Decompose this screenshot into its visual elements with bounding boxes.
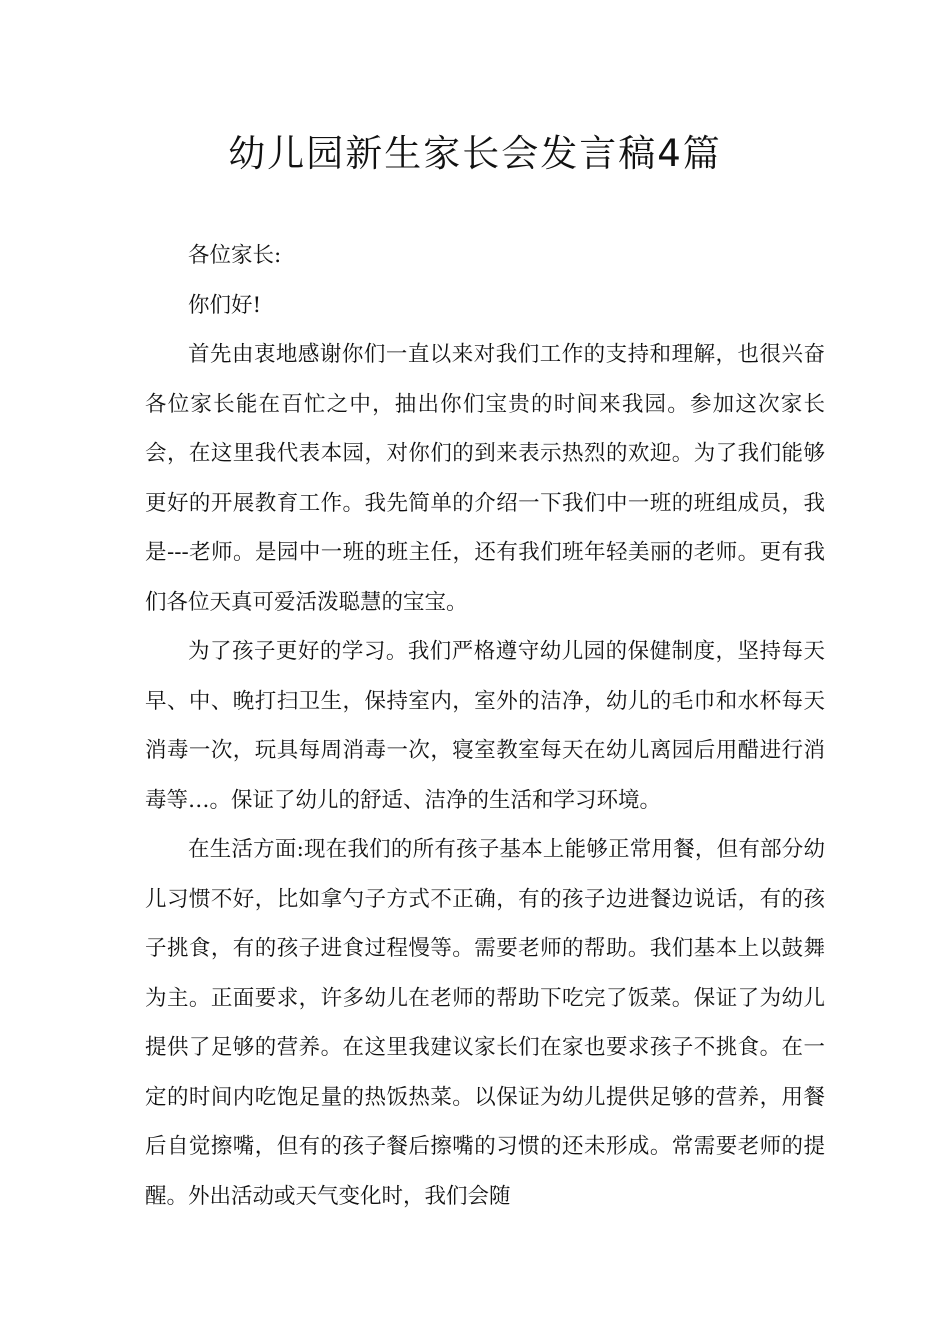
document-body bbox=[145, 231, 825, 1221]
paragraph-introduction: 首先由衷地感谢你们一直以来对我们工作的支持和理解，也很兴奋各位家长能在百忙之中，抽出你们宝贵的时间来我园。参加这次家长会，在这里我代表本园，对你们的到来表示热烈的欢迎。为了我们能够更好的开展教育工作。我先简单的介绍一下我们中一班的班组成员，我是---老师。是园中一班的班主任，还有我们班年轻美丽的老师。更有我们各位天真可爱活泼聪慧的宝宝。 bbox=[145, 342, 825, 615]
paragraph-salutation: 各位家长: bbox=[188, 243, 282, 268]
paragraph-daily-life: 在生活方面:现在我们的所有孩子基本上能够正常用餐，但有部分幼儿习惯不好，比如拿勺子方式不正确，有的孩子边进餐边说话，有的孩子挑食，有的孩子进食过程慢等。需要老师的帮助。我们基本上以鼓舞为主。正面要求，许多幼儿在老师的帮助下吃完了饭菜。保证了为幼儿提供了足够的营养。在这里我建议家长们在家也要求孩子不挑食。在一定的时间内吃饱足量的热饭热菜。以保证为幼儿提供足够的营养，用餐后自觉擦嘴，但有的孩子餐后擦嘴的习惯的还未形成。常需要老师的提醒。外出活动或天气变化时，我们会随 bbox=[145, 837, 825, 1209]
document-title: 幼儿园新生家长会发言稿4篇 bbox=[228, 132, 722, 175]
paragraph-greeting: 你们好! bbox=[188, 292, 262, 318]
paragraph-hygiene: 为了孩子更好的学习。我们严格遵守幼儿园的保健制度，坚持每天早、中、晚打扫卫生，保持室内，室外的洁净，幼儿的毛巾和水杯每天消毒一次，玩具每周消毒一次，寝室教室每天在幼儿离园后用醋进行消毒等…。保证了幼儿的舒适、洁净的生活和学习环境。 bbox=[145, 639, 825, 813]
